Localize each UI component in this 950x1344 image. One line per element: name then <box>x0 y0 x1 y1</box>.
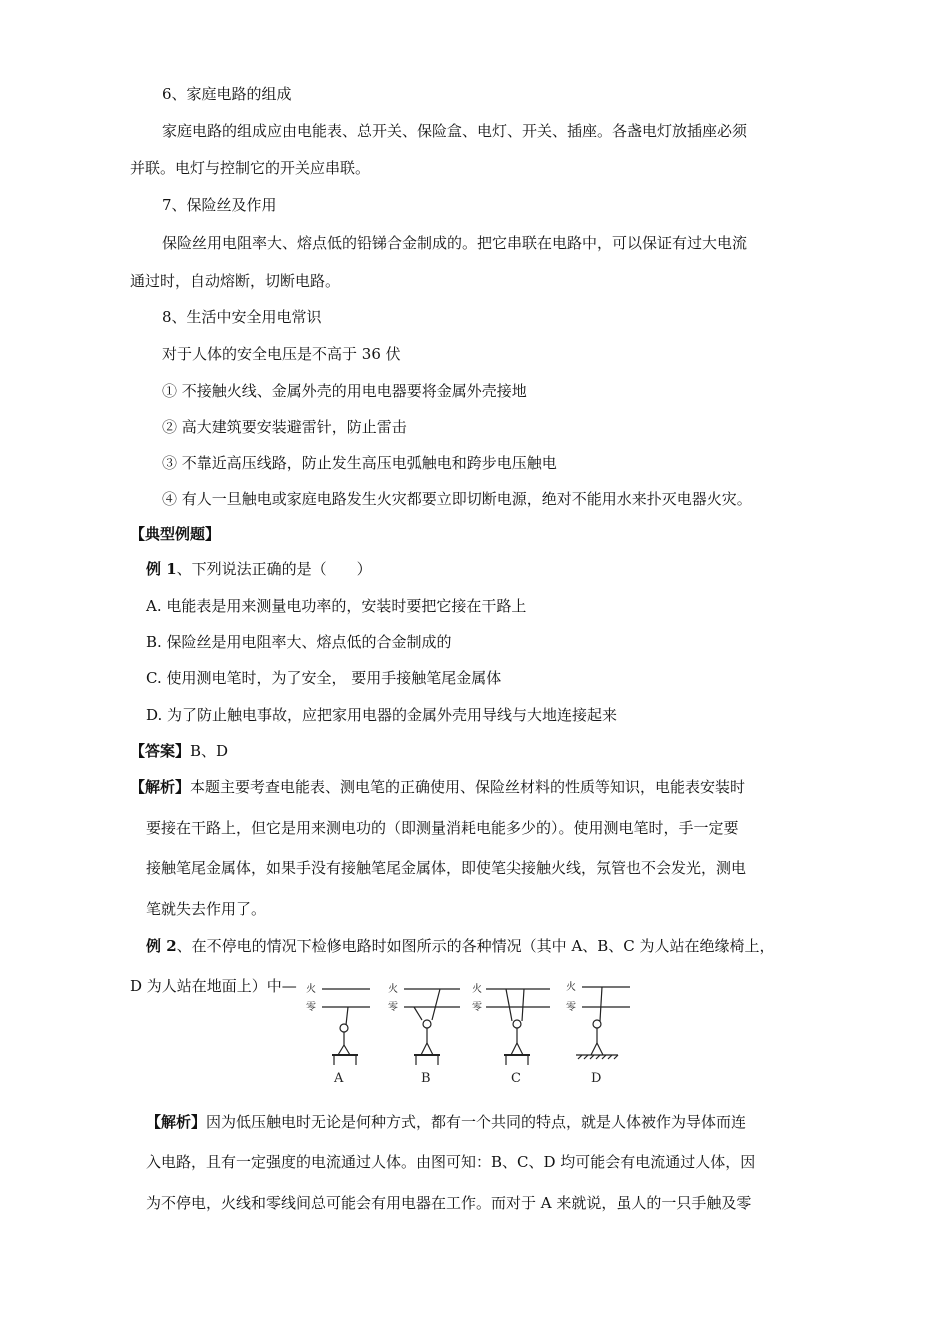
example1-analysis-line1 <box>130 777 745 797</box>
example2-analysis-line2: 入电路，且有一定强度的电流通过人体。由图可知：B、C、D 均可能会有电流通过人体，因 <box>146 1153 756 1171</box>
example1-label: 例 1 <box>146 560 177 578</box>
answer-value: B、D <box>190 742 229 760</box>
example1-option-a: A. 电能表是用来测量电功率的，安装时要把它接在干路上 <box>146 597 527 615</box>
example1-analysis-line4: 笔就失去作用了。 <box>146 900 267 918</box>
example2-label: 例 2 <box>146 937 177 955</box>
live-label-a: 火 <box>306 984 316 995</box>
section7-body-line2: 通过时，自动熔断，切断电路。 <box>130 272 341 290</box>
caption-a: A <box>334 1071 344 1085</box>
neutral-label-a: 零 <box>306 1002 316 1013</box>
neutral-label-b: 零 <box>388 1002 398 1013</box>
section7-body-line1: 保险丝用电阻率大、熔点低的铅锑合金制成的。把它串联在电路中，可以保证有过大电流 <box>162 234 748 252</box>
example2-analysis-label: 【解析】 <box>146 1113 207 1131</box>
safety-item-2: ② 高大建筑要安装避雷针，防止雷击 <box>162 418 407 436</box>
live-label-c: 火 <box>472 984 482 995</box>
live-label-b: 火 <box>388 984 398 995</box>
examples-heading: 【典型例题】 <box>130 525 221 543</box>
safety-item-1: ① 不接触火线、金属外壳的用电电器要将金属外壳接地 <box>162 382 527 400</box>
answer-label: 【答案】 <box>130 742 191 760</box>
neutral-label-c: 零 <box>472 1002 482 1013</box>
section6-body-line1: 家庭电路的组成应由电能表、总开关、保险盒、电灯、开关、插座。各盏电灯放插座必须 <box>162 122 748 140</box>
example2-question: 、在不停电的情况下检修电路时如图所示的各种情况（其中 A、B、C 为人站在绝缘椅上， <box>176 937 775 955</box>
example1-option-c: C. 使用测电笔时，为了安全， 要用手接触笔尾金属体 <box>146 669 502 687</box>
analysis-text: 本题主要考查电能表、测电笔的正确使用、保险丝材料的性质等知识，电能表安装时 <box>190 778 746 796</box>
section7-heading: 7、保险丝及作用 <box>162 196 277 214</box>
example1-option-b: B. 保险丝是用电阻率大、熔点低的合金制成的 <box>146 633 452 651</box>
example2-analysis-line3: 为不停电，火线和零线间总可能会有用电器在工作。而对于 A 来就说，虽人的一只手触及零 <box>146 1194 752 1212</box>
example2-stem-line2: D 为人站在地面上）中— <box>130 977 297 995</box>
section8-intro: 对于人体的安全电压是不高于 36 伏 <box>162 345 401 363</box>
example2-stem-line1 <box>146 936 775 956</box>
section6-heading: 6、家庭电路的组成 <box>162 85 292 103</box>
example2-analysis-text: 因为低压触电时无论是何种方式，都有一个共同的特点，就是人体被作为导体而连 <box>206 1113 747 1131</box>
example1-stem <box>146 559 372 579</box>
example2-analysis-line1 <box>146 1112 746 1132</box>
section8-heading: 8、生活中安全用电常识 <box>162 308 322 326</box>
safety-item-4: ④ 有人一旦触电或家庭电路发生火灾都要立即切断电源，绝对不能用水来扑灭电器火灾。 <box>162 490 752 508</box>
safety-item-3: ③ 不靠近高压线路，防止发生高压电弧触电和跨步电压触电 <box>162 454 557 472</box>
electric-shock-figure <box>300 975 640 1085</box>
example1-question: 、下列说法正确的是（ ） <box>176 560 372 578</box>
live-label-d: 火 <box>566 982 576 993</box>
analysis-label: 【解析】 <box>130 778 191 796</box>
example1-analysis-line2: 要接在干路上，但它是用来测电功的（即测量消耗电能多少的）。使用测电笔时，手一定要 <box>146 819 739 837</box>
example1-option-d: D. 为了防止触电事故，应把家用电器的金属外壳用导线与大地连接起来 <box>146 706 618 724</box>
caption-d: D <box>591 1071 602 1085</box>
caption-c: C <box>511 1071 521 1085</box>
caption-b: B <box>421 1071 431 1085</box>
example1-answer <box>130 741 228 761</box>
section6-body-line2: 并联。电灯与控制它的开关应串联。 <box>130 159 371 177</box>
example1-analysis-line3: 接触笔尾金属体，如果手没有接触笔尾金属体，即使笔尖接触火线，氖管也不会发光，测电 <box>146 859 747 877</box>
neutral-label-d: 零 <box>566 1002 576 1013</box>
